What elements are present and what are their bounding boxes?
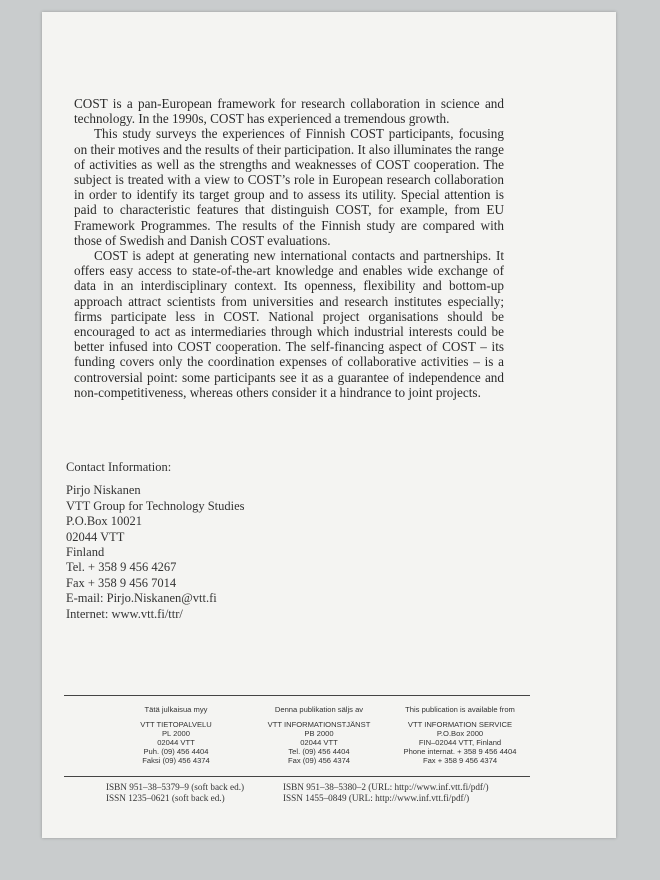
distribution-title: Tätä julkaisua myy	[144, 705, 208, 714]
contact-internet: Internet: www.vtt.fi/ttr/	[66, 606, 183, 621]
abstract-paragraph: This study surveys the experiences of Finnish COST participants, focusing on their motives and the results of their participation. It also illuminates the range of activities as well as the strengths and weaknesses of COST cooperation. The subject is treated with a view to COST’s role in European research collaboration in order to identify its target group and to assess its utility. Special attention is paid to characteristic features that distinguish COST, for example, from EU Framework Programmes. The results of the Finnish study are compared with those of Swedish and Danish COST evaluations.	[74, 126, 504, 248]
isbn-online	[283, 782, 489, 803]
contact-country: Finland	[66, 545, 105, 560]
distribution-line: VTT INFORMATION SERVICE	[407, 720, 513, 729]
abstract-paragraph: COST is adept at generating new international contacts and partnerships. It offers easy access to state-of-the-art knowledge and enables wide exchange of data in an interdisciplinary context. Its openness, flexibility and bottom-up approach attract scientists from universities and research institutes especially; firms participate less in COST. National project organisations should be encouraged to act as intermediaries through which industrial interests could be better infused into COST cooperation. The self-financing aspect of COST – its funding covers only the coordination expenses of collaborative activities – is a controversial point: some participants see it as a guarantee of independence and non-competitiveness, whereas others consider it a hindrance to joint projects.	[74, 248, 504, 400]
contact-email: E-mail: Pirjo.Niskanen@vtt.fi	[66, 591, 217, 606]
distribution-line: P.O.Box 2000	[436, 729, 484, 738]
distribution-english	[385, 705, 535, 765]
distribution-title: Denna publikation säljs av	[274, 705, 364, 714]
contact-phone: Tel. + 358 9 456 4267	[66, 560, 177, 575]
distribution-line: VTT INFORMATIONSTJÄNST	[267, 720, 371, 729]
isbn-line: ISBN 951–38–5380–2 (URL: http://www.inf.vtt.fi/pdf/)	[283, 782, 489, 792]
contact-information	[66, 460, 245, 622]
distribution-swedish	[244, 705, 394, 765]
distribution-line: Faksi (09) 456 4374	[142, 756, 210, 765]
distribution-title: This publication is available from	[405, 705, 515, 714]
contact-po-box: P.O.Box 10021	[66, 514, 143, 529]
divider-top	[64, 695, 530, 696]
contact-fax: Fax + 358 9 456 7014	[66, 575, 177, 590]
abstract-paragraph: COST is a pan-European framework for research collaboration in science and technology. In the 1990s, COST has experienced a tremendous growth.	[74, 96, 504, 127]
contact-postcode: 02044 VTT	[66, 529, 125, 544]
distribution-line: Fax (09) 456 4374	[287, 756, 351, 765]
contact-organisation: VTT Group for Technology Studies	[66, 498, 245, 513]
issn-line: ISSN 1455–0849 (URL: http://www.inf.vtt.fi/pdf/)	[283, 792, 470, 803]
contact-name: Pirjo Niskanen	[66, 483, 141, 498]
contact-heading: Contact Information:	[66, 460, 172, 474]
divider-bottom	[64, 776, 530, 777]
distribution-line: 02044 VTT	[157, 738, 195, 747]
distribution-line: Phone internat. + 358 9 456 4404	[403, 747, 517, 756]
issn-line: ISSN 1235–0621 (soft back ed.)	[106, 792, 225, 803]
isbn-print	[106, 782, 244, 803]
distribution-line: Fax + 358 9 456 4374	[422, 756, 498, 765]
distribution-line: 02044 VTT	[300, 738, 338, 747]
distribution-line: Tel. (09) 456 4404	[288, 747, 350, 756]
distribution-line: PL 2000	[161, 729, 190, 738]
distribution-line: Puh. (09) 456 4404	[143, 747, 209, 756]
distribution-line: PB 2000	[304, 729, 334, 738]
distribution-line: FIN–02044 VTT, Finland	[418, 738, 502, 747]
isbn-line: ISBN 951–38–5379–9 (soft back ed.)	[106, 782, 245, 792]
abstract	[74, 96, 504, 400]
distribution-finnish	[101, 705, 251, 765]
distribution-line: VTT TIETOPALVELU	[140, 720, 212, 729]
